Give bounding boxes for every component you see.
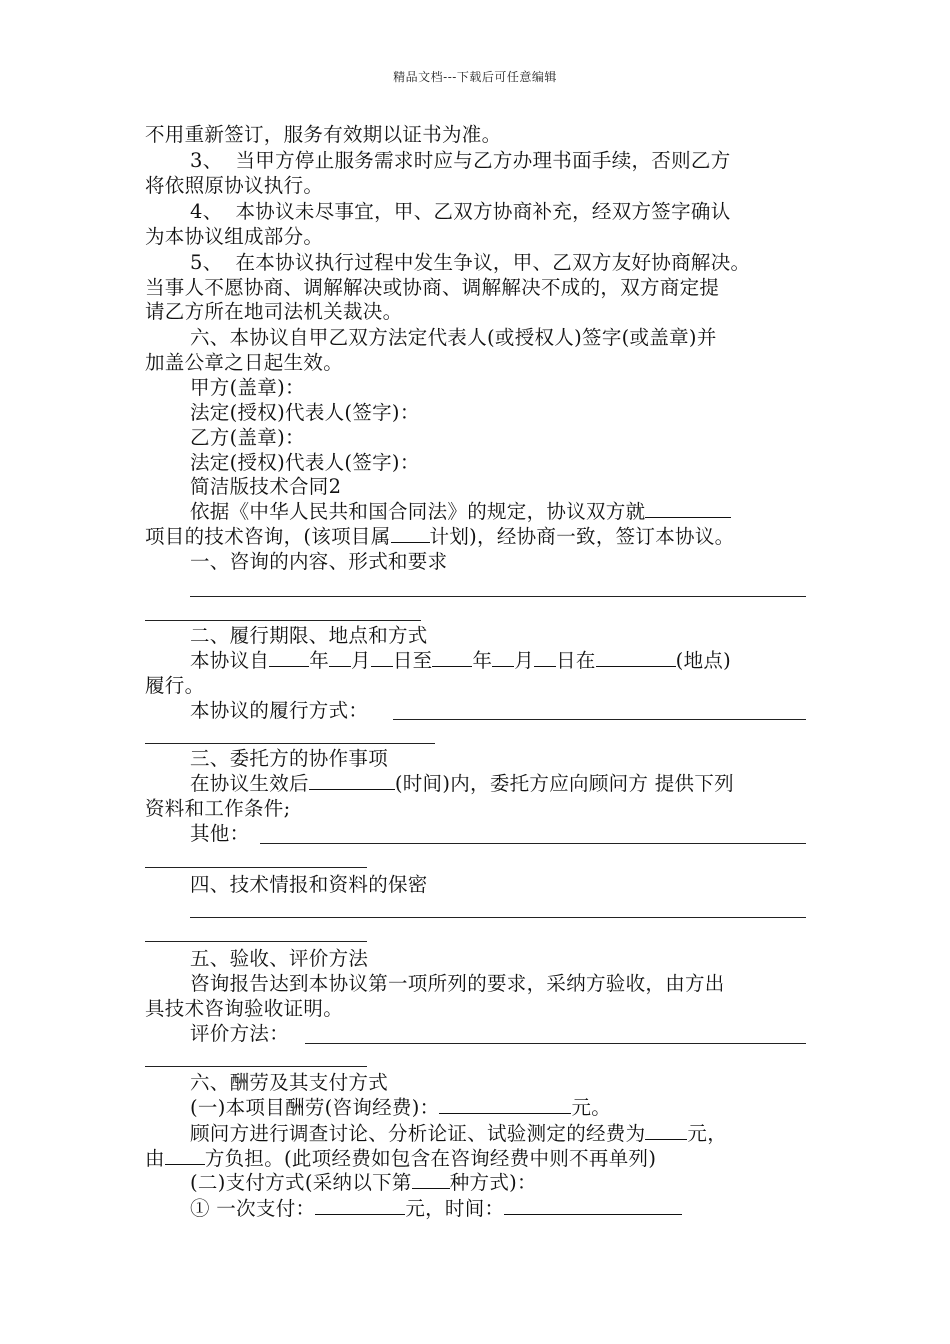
intro-line	[190, 499, 731, 524]
payment-method-line: (二)支付方式(采纳以下第 种方式)：	[190, 1171, 537, 1194]
section-6-heading: 六、酬劳及其支付方式	[190, 1071, 389, 1094]
date-blank	[504, 1196, 682, 1215]
expense-blank	[645, 1121, 687, 1140]
text-line: 加盖公章之日起生效。	[145, 351, 344, 374]
project-blank	[645, 499, 731, 518]
term-line: 本协议自 年 月 日至 年 月 日在 (地点)	[190, 649, 732, 672]
text-line: 资料和工作条件;	[145, 797, 291, 820]
fill-line	[145, 620, 421, 621]
section-3-heading: 三、委托方的协作事项	[190, 747, 389, 770]
fill-line	[393, 719, 806, 720]
text-line: 为本协议组成部分。	[145, 225, 324, 248]
text-line: 请乙方所在地司法机关裁决。	[145, 300, 403, 323]
amount-blank	[315, 1196, 405, 1215]
party-a-representative: 法定(授权)代表人(签字)：	[190, 401, 420, 424]
lump-sum-line: ① 一次支付： 元，时间：	[190, 1196, 682, 1221]
fee-blank	[439, 1095, 571, 1114]
performance-method: 本协议的履行方式：	[190, 699, 369, 722]
section-5-heading: 五、验收、评价方法	[190, 947, 369, 970]
party-b-representative: 法定(授权)代表人(签字)：	[190, 451, 420, 474]
cooperation-line: 在协议生效后 (时间)内，委托方应向顾问方 提供下列	[190, 772, 734, 795]
plan-blank	[391, 524, 430, 543]
intro-line-2: 项目的技术咨询，(该项目属 计划)，经协商一致，签订本协议。	[145, 525, 735, 548]
section-4-heading: 四、技术情报和资料的保密	[190, 873, 428, 896]
text-line: 不用重新签订，服务有效期以证书为准。	[145, 123, 502, 146]
evaluation-label: 评价方法：	[190, 1022, 290, 1045]
fill-line	[145, 867, 367, 868]
fill-line	[145, 941, 367, 942]
clause-6: 六、本协议自甲乙双方法定代表人(或授权人)签字(或盖章)并	[190, 326, 717, 349]
text-line: 具技术咨询验收证明。	[145, 997, 344, 1020]
fill-line	[305, 1043, 806, 1044]
method-blank	[412, 1170, 450, 1189]
party-b-seal: 乙方(盖章)：	[190, 426, 305, 449]
party-blank	[165, 1146, 205, 1165]
fill-line	[145, 743, 435, 744]
clause-4: 4、 本协议未尽事宜，甲、乙双方协商补充，经双方签字确认	[190, 200, 731, 223]
text-line: 将依照原协议执行。	[145, 174, 324, 197]
fill-line	[260, 843, 806, 844]
time-blank	[309, 771, 395, 790]
fill-line	[190, 917, 806, 918]
section-2-heading: 二、履行期限、地点和方式	[190, 624, 428, 647]
party-a-seal: 甲方(盖章)：	[190, 376, 305, 399]
expense-line: 顾问方进行调查讨论、分析论证、试验测定的经费为 元，	[190, 1122, 728, 1145]
section-1-heading: 一、咨询的内容、形式和要求	[190, 550, 448, 573]
page-header: 精品文档---下载后可任意编辑	[393, 70, 557, 84]
intro-text: 依据《中华人民共和国合同法》的规定，协议双方就	[190, 500, 646, 523]
contract-title: 简洁版技术合同2	[190, 475, 342, 498]
fee-line: (一)本项目酬劳(咨询经费)： 元。	[190, 1096, 612, 1119]
clause-5: 5、 在本协议执行过程中发生争议，甲、乙双方友好协商解决。	[190, 251, 751, 274]
fill-line	[145, 1066, 367, 1067]
acceptance-text: 咨询报告达到本协议第一项所列的要求，采纳方验收，由方出	[190, 972, 725, 995]
expense-line-2: 由 方负担。(此项经费如包含在咨询经费中则不再单列)	[145, 1147, 657, 1170]
clause-3: 3、 当甲方停止服务需求时应与乙方办理书面手续，否则乙方	[190, 149, 731, 172]
other-label: 其他：	[190, 822, 250, 845]
fill-line	[190, 596, 806, 597]
text-line: 当事人不愿协商、调解解决或协商、调解解决不成的，双方商定提	[145, 276, 720, 299]
text-line: 履行。	[145, 674, 205, 697]
